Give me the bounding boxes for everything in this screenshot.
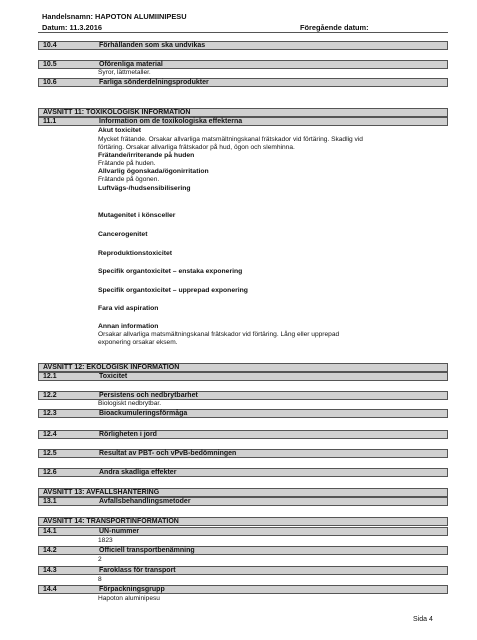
row-number: 12.5 [43,450,57,457]
section-12-header [38,363,448,372]
row-text: Hapoton aluminipesu [98,595,160,602]
row-12-1 [38,372,448,381]
row-text: Syror, lättmetaller. [98,69,151,76]
row-number: 12.6 [43,469,57,476]
row-number: 10.6 [43,79,57,86]
row-11-1 [38,117,448,126]
other-info-text-1: Orsakar allvarliga matsmältningskanal frätskador vid förtäring. Lång eller upprepad [98,331,340,338]
row-text: 1823 [98,537,113,544]
row-number: 10.4 [43,42,57,49]
row-title: Faroklass för transport [99,567,176,574]
header-divider [38,32,448,33]
row-14-2 [38,546,448,555]
section-title: AVSNITT 13: AVFALLSHANTERING [43,489,160,496]
row-10-4 [38,41,448,50]
row-title: Andra skadliga effekter [99,469,177,476]
reproductive-toxicity-heading: Reproduktionstoxicitet [98,250,173,257]
acute-toxicity-text-2: förtäring. Orsakar allvarliga frätskador på hud, ögon och slemhinna. [98,144,295,151]
stot-repeated-heading: Specifik organtoxicitet – upprepad exponering [98,287,248,294]
row-14-3 [38,566,448,575]
stot-single-heading: Specifik organtoxicitet – enstaka exponering [98,268,243,275]
carcinogenicity-heading: Cancerogenitet [98,231,148,238]
row-title: Förhållanden som ska undvikas [99,42,206,49]
section-title: AVSNITT 11: TOXIKOLOGISK INFORMATION [43,109,191,116]
acute-toxicity-text-1: Mycket frätande. Orsakar allvarliga matsmältningskanal frätskador vid förtäring. Skadlig vid [98,136,363,143]
page-number: Sida 4 [413,616,433,623]
mutagenicity-heading: Mutagenitet i könsceller [98,212,176,219]
row-12-3 [38,409,448,418]
row-14-1 [38,527,448,536]
row-10-6 [38,78,448,87]
eye-damage-heading: Allvarlig ögonskada/ögonirritation [98,168,209,175]
other-info-text-2: exponering orsakar eksem. [98,339,178,346]
row-text: 8 [98,576,102,583]
row-number: 11.1 [43,118,57,125]
row-13-1 [38,497,448,506]
document-date: Datum: 11.3.2016 [42,23,102,32]
row-number: 10.5 [43,61,57,68]
row-number: 14.3 [43,567,57,574]
row-text: Biologiskt nedbrytbar. [98,400,162,407]
row-title: Toxicitet [99,373,128,380]
skin-corrosion-heading: Frätande/irriterande på huden [98,152,195,159]
row-title: Resultat av PBT- och vPvB-bedömningen [99,450,237,457]
row-12-2 [38,391,448,400]
previous-date: Föregående datum: [300,23,369,32]
section-11-header [38,108,448,117]
row-title: Persistens och nedbrytbarhet [99,392,198,399]
row-number: 13.1 [43,498,57,505]
row-title: Förpackningsgrupp [99,586,165,593]
product-name: Handelsnamn: HAPOTON ALUMIINIPESU [42,12,187,21]
row-number: 12.3 [43,410,57,417]
row-title: Bioackumuleringsförmåga [99,410,188,417]
row-10-5 [38,60,448,69]
row-title: Avfallsbehandlingsmetoder [99,498,191,505]
eye-damage-text: Frätande på ögonen. [98,176,160,183]
row-12-5 [38,449,448,458]
aspiration-heading: Fara vid aspiration [98,305,159,312]
row-number: 12.1 [43,373,57,380]
sensitisation-heading: Luftvägs-/hudsensibilisering [98,185,191,192]
row-number: 14.4 [43,586,57,593]
row-title: Officiell transportbenämning [99,547,195,554]
row-title: Oförenliga material [99,61,163,68]
row-title: Farliga sönderdelningsprodukter [99,79,209,86]
row-title: Information om de toxikologiska effekterna [99,118,243,125]
row-12-4 [38,430,448,439]
row-number: 12.2 [43,392,57,399]
row-title: Rörligheten i jord [99,431,157,438]
acute-toxicity-heading: Akut toxicitet [98,127,142,134]
section-title: AVSNITT 12: EKOLOGISK INFORMATION [43,364,180,371]
row-text: 2 [98,556,102,563]
row-number: 14.1 [43,528,57,535]
row-number: 14.2 [43,547,57,554]
section-title: AVSNITT 14: TRANSPORTINFORMATION [43,518,179,525]
section-13-header [38,488,448,497]
row-title: UN-nummer [99,528,140,535]
row-14-4 [38,585,448,594]
skin-corrosion-text: Frätande på huden. [98,160,156,167]
other-info-heading: Annan information [98,323,159,330]
row-number: 12.4 [43,431,57,438]
row-12-6 [38,468,448,477]
section-14-header [38,517,448,526]
